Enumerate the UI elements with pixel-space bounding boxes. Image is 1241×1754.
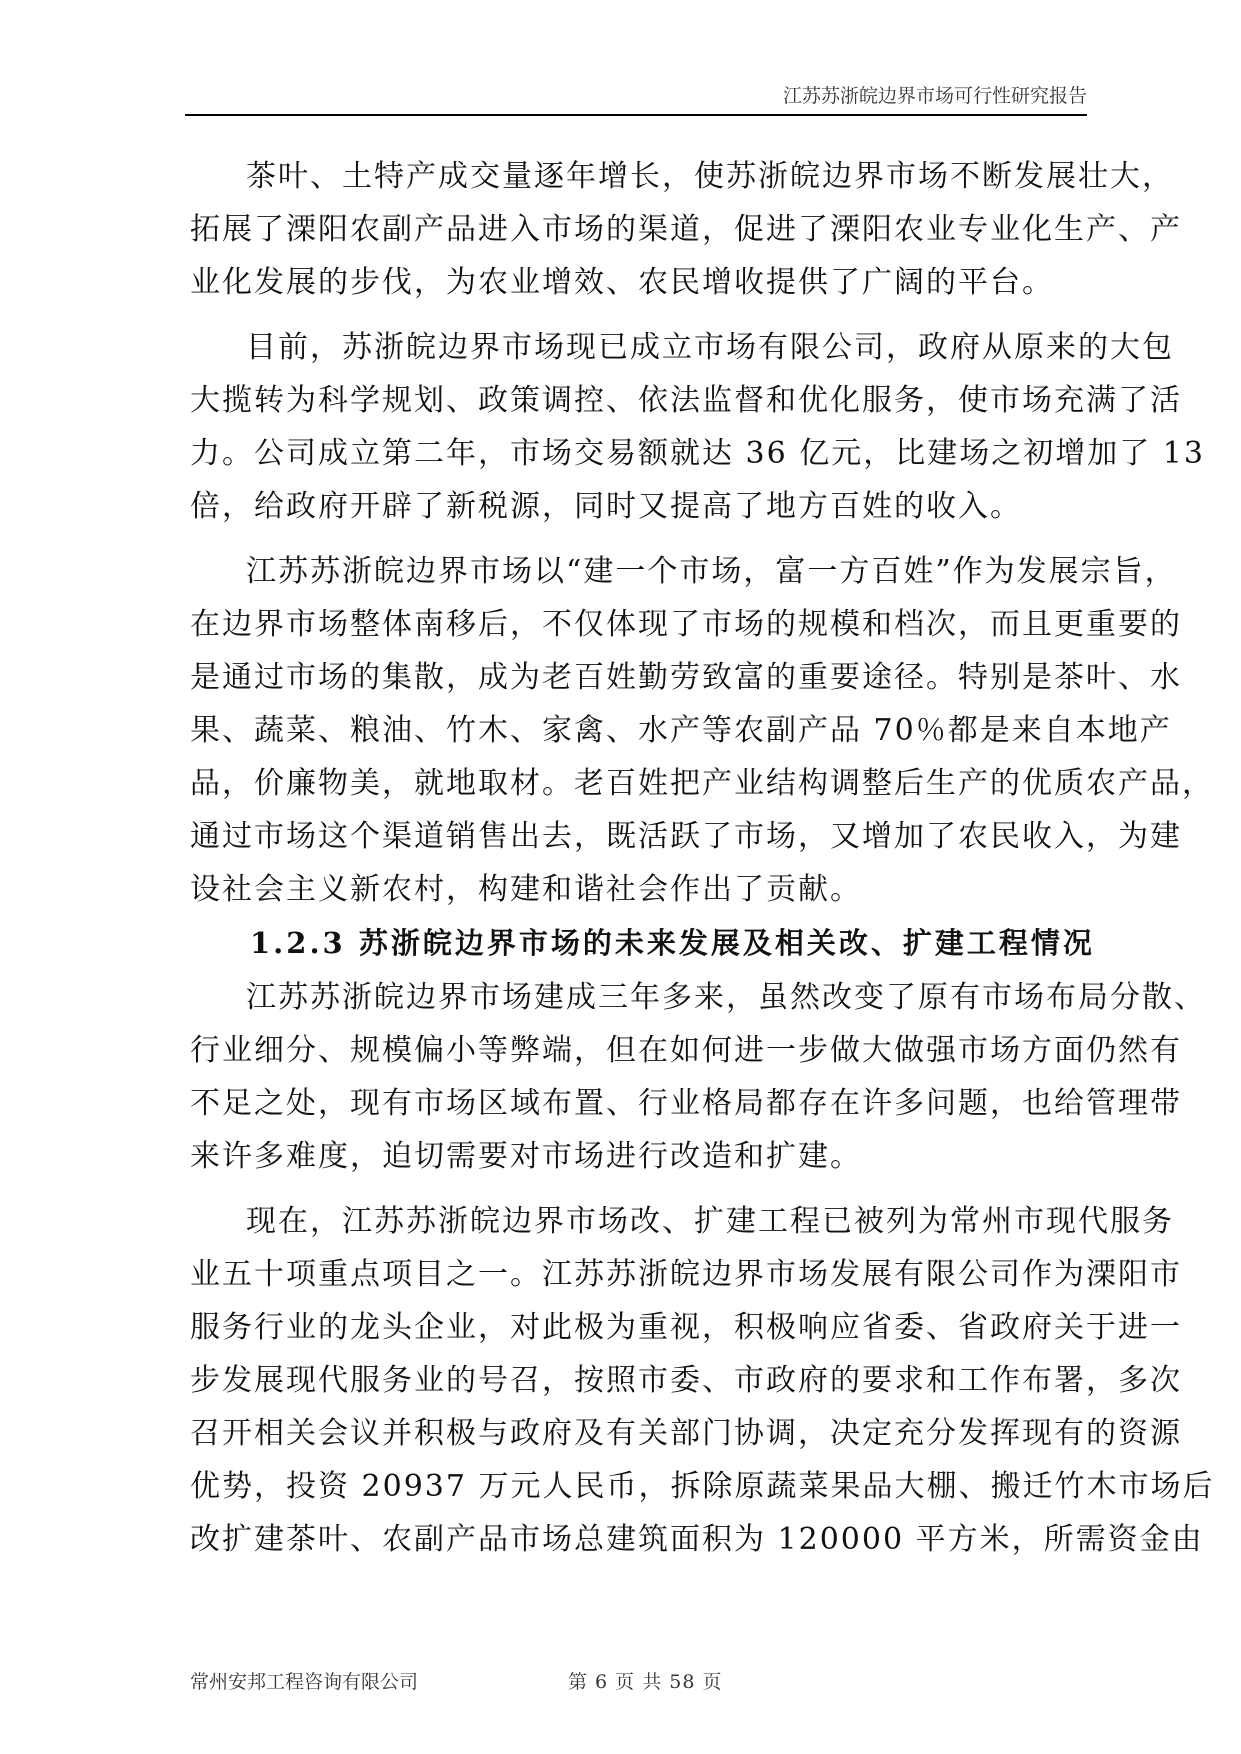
text-line: 果、蔬菜、粮油、竹木、家禽、水产等农副产品 70％都是来自本地产 — [190, 713, 1172, 748]
text-line: 在边界市场整体南移后，不仅体现了市场的规模和档次，而且更重要的 — [190, 607, 1182, 642]
text-line: 服务行业的龙头企业，对此极为重视，积极响应省委、省政府关于进一 — [190, 1310, 1182, 1345]
text-line: 目前，苏浙皖边界市场现已成立市场有限公司，政府从原来的大包 — [246, 330, 1174, 365]
page-number: 第 6 页 共 58 页 — [568, 1671, 723, 1693]
page-footer — [190, 1668, 1090, 1696]
text-line: 品，价廉物美，就地取材。老百姓把产业结构调整后生产的优质农产品， — [190, 766, 1214, 801]
text-line: 不足之处，现有市场区域布置、行业格局都存在许多问题，也给管理带 — [190, 1086, 1182, 1121]
running-header — [185, 82, 1087, 116]
text-line: 倍，给政府开辟了新税源，同时又提高了地方百姓的收入。 — [190, 489, 1022, 524]
paragraph — [190, 1195, 1215, 1566]
text-line: 行业细分、规模偏小等弊端，但在如何进一步做大做强市场方面仍然有 — [190, 1033, 1182, 1068]
text-line: 优势，投资 20937 万元人民币，拆除原蔬菜果品大棚、搬迁竹木市场后 — [190, 1469, 1215, 1504]
text-line: 是通过市场的集散，成为老百姓勤劳致富的重要途径。特别是茶叶、水 — [190, 660, 1182, 695]
text-line: 力。公司成立第二年，市场交易额就达 36 亿元，比建场之初增加了 13 — [190, 436, 1205, 471]
text-line: 通过市场这个渠道销售出去，既活跃了市场，又增加了农民收入，为建 — [190, 819, 1182, 854]
text-line: 步发展现代服务业的号召，按照市委、市政府的要求和工作布署，多次 — [190, 1363, 1182, 1398]
text-line: 改扩建茶叶、农副产品市场总建筑面积为 120000 平方米，所需资金由 — [190, 1522, 1204, 1557]
text-line: 业化发展的步伐，为农业增效、农民增收提供了广阔的平台。 — [190, 265, 1054, 300]
report-title: 江苏苏浙皖边界市场可行性研究报告 — [782, 85, 1087, 107]
paragraph — [190, 545, 1214, 916]
paragraph — [190, 150, 1182, 309]
text-line: 拓展了溧阳农副产品进入市场的渠道，促进了溧阳农业专业化生产、产 — [190, 212, 1182, 247]
text-line: 江苏苏浙皖边界市场以“建一个市场，富一方百姓”作为发展宗旨， — [246, 554, 1177, 589]
section-heading: 1.2.3 苏浙皖边界市场的未来发展及相关改、扩建工程情况 — [250, 926, 1095, 960]
document-body — [190, 150, 1215, 1566]
text-line: 大揽转为科学规划、政策调控、依法监督和优化服务，使市场充满了活 — [190, 383, 1182, 418]
text-line: 现在，江苏苏浙皖边界市场改、扩建工程已被列为常州市现代服务 — [246, 1204, 1174, 1239]
paragraph — [190, 321, 1205, 533]
company-name: 常州安邦工程咨询有限公司 — [190, 1671, 419, 1693]
text-line: 业五十项重点项目之一。江苏苏浙皖边界市场发展有限公司作为溧阳市 — [190, 1257, 1182, 1292]
text-line: 江苏苏浙皖边界市场建成三年多来，虽然改变了原有市场布局分散、 — [246, 980, 1206, 1015]
text-line: 来许多难度，迫切需要对市场进行改造和扩建。 — [190, 1139, 862, 1174]
text-line: 召开相关会议并积极与政府及有关部门协调，决定充分发挥现有的资源 — [190, 1416, 1182, 1451]
text-line: 茶叶、土特产成交量逐年增长，使苏浙皖边界市场不断发展壮大， — [246, 159, 1174, 194]
text-line: 设社会主义新农村，构建和谐社会作出了贡献。 — [190, 872, 862, 907]
paragraph — [190, 971, 1206, 1183]
